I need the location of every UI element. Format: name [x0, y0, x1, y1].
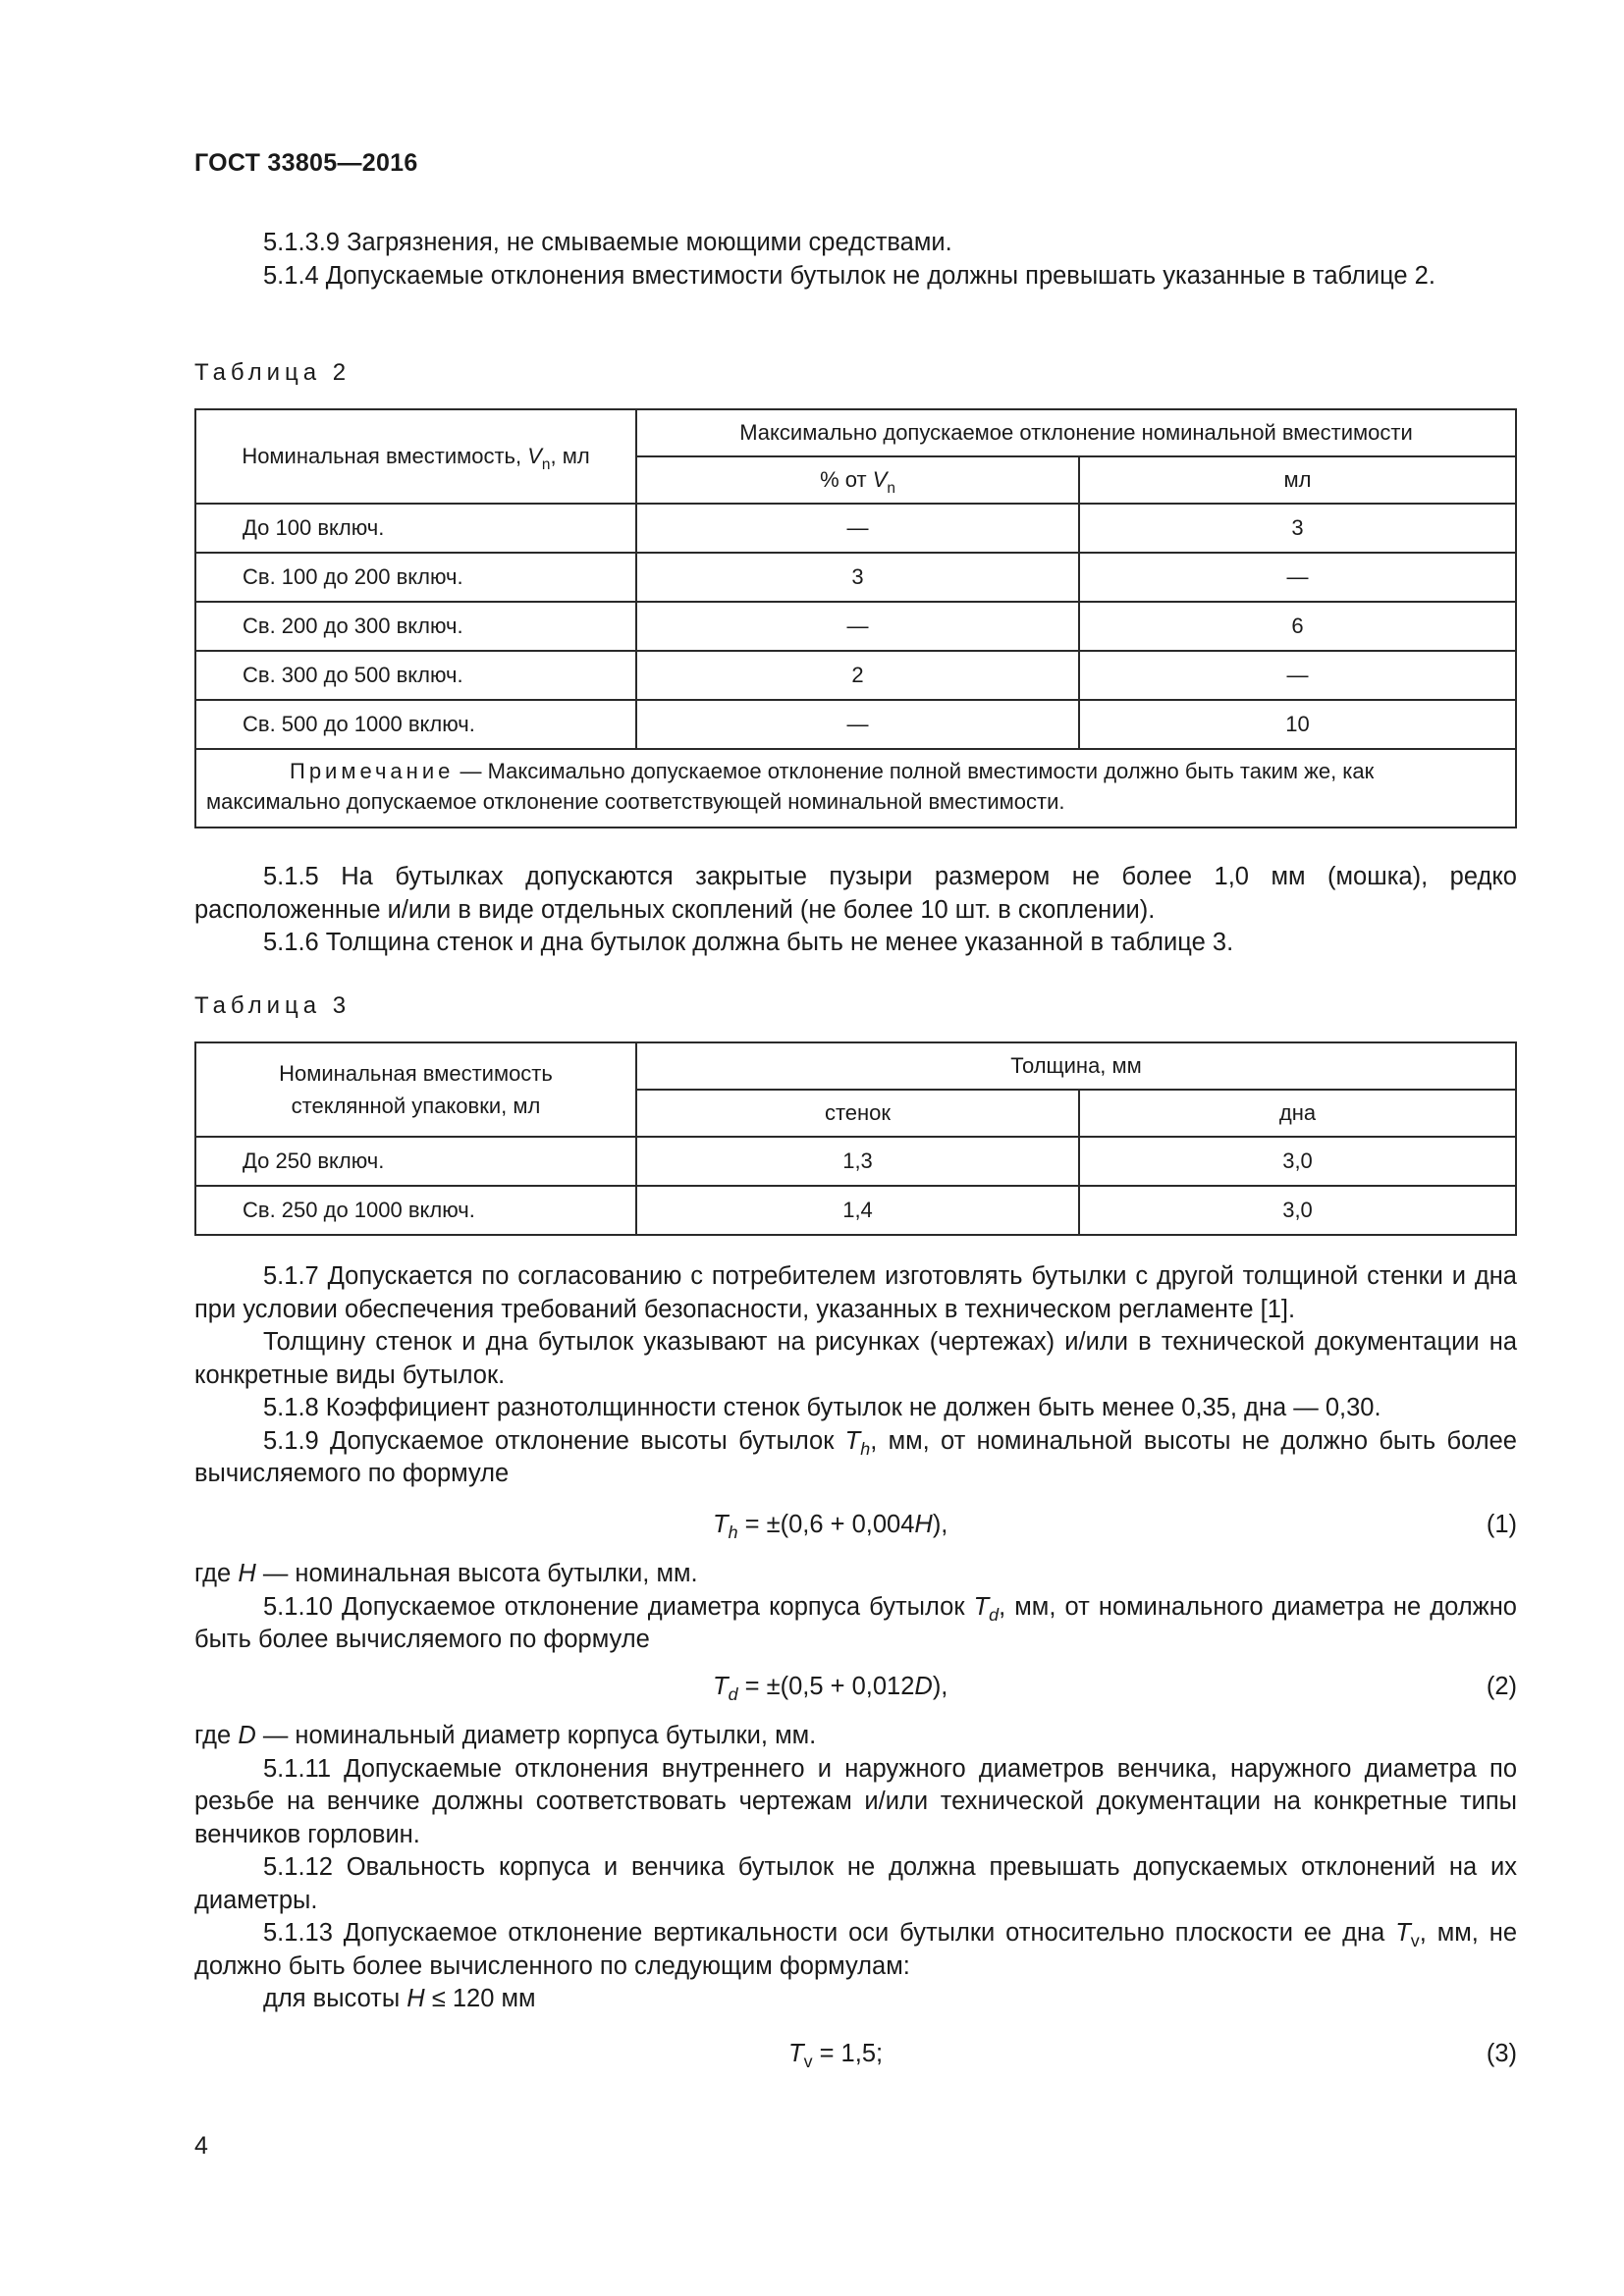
- paragraph-5-1-6: 5.1.6 Толщина стенок и дна бутылок должна быть не менее указанной в таблице 3.: [263, 929, 1234, 956]
- table2-cell-percent: —: [636, 602, 1079, 651]
- formula-2-number: (2): [1486, 1673, 1517, 1700]
- formula-3-number: (3): [1486, 2040, 1517, 2067]
- where-h: где H — номинальная высота бутылки, мм.: [194, 1560, 698, 1587]
- paragraph-5-1-3-9: 5.1.3.9 Загрязнения, не смываемые моющими средствами.: [263, 229, 952, 256]
- paragraph-5-1-5: 5.1.5 На бутылках допускаются закрытые пузыри размером не более 1,0 мм (мошка), редко расположенные и/или в виде отдельных скоплений (не более 10 шт. в скоплении).: [194, 863, 1517, 924]
- table2-note: Примечание — Максимально допускаемое отклонение полной вместимости должно быть таким же, как максимально допускаемое отклонение соответствующей номинальной вместимости.: [195, 749, 1516, 828]
- formula-1-number: (1): [1486, 1511, 1517, 1538]
- table2-cell-percent: 2: [636, 651, 1079, 700]
- where-d: где D — номинальный диаметр корпуса бутылки, мм.: [194, 1722, 817, 1749]
- table2-cell-percent: —: [636, 700, 1079, 749]
- paragraph-5-1-7-continued: Толщину стенок и дна бутылок указывают на рисунках (чертежах) и/или в технической документации на конкретные виды бутылок.: [194, 1328, 1517, 1389]
- table3-cell-wall: 1,3: [636, 1137, 1079, 1186]
- formula-3: $T_v = 1,5$; (3): [194, 2037, 1517, 2070]
- document-code-header: ГОСТ 33805—2016: [194, 149, 418, 177]
- table-row: [195, 602, 1516, 651]
- paragraph-5-1-8: 5.1.8 Коэффициент разнотолщинности стенок бутылок не должен быть менее 0,35, дна — 0,30.: [263, 1394, 1381, 1421]
- paragraph-5-1-4: 5.1.4 Допускаемые отклонения вместимости бутылок не должны превышать указанные в таблице 2.: [263, 261, 1435, 290]
- table2-cell-ml: —: [1079, 651, 1516, 700]
- table3-group-header: Толщина, мм: [636, 1042, 1516, 1090]
- table3-col1-header: Номинальная вместимость стеклянной упаковки, мл: [195, 1042, 636, 1137]
- table2-header-percent: % от $V_n$: [636, 456, 1079, 504]
- paragraph-5-1-11: 5.1.11 Допускаемые отклонения внутреннего и наружного диаметров венчика, наружного диаметра по резьбе на венчике должны соответствовать чертежам и/или технической документации на конкретные типы венчиков горловин.: [194, 1754, 1517, 1848]
- table3-cell-label: Св. 250 до 1000 включ.: [195, 1186, 636, 1235]
- table3-cell-label: До 250 включ.: [195, 1137, 636, 1186]
- paragraph-5-1-9: 5.1.9 Допускаемое отклонение высоты бутылок $T_h$, мм, от номинальной высоты не должно быть более вычисляемого по формуле: [194, 1426, 1517, 1487]
- table-row: [195, 1137, 1516, 1186]
- table2-col1-header: Номинальная вместимость, $V_n$, мл: [195, 409, 636, 504]
- table2-cell-ml: 3: [1079, 504, 1516, 553]
- table3-header-bottom: дна: [1079, 1090, 1516, 1137]
- paragraphs-before-table3: [194, 861, 1517, 960]
- document-page: [194, 0, 1517, 2296]
- table-row: [195, 504, 1516, 553]
- table2-cell-label: До 100 включ.: [195, 504, 636, 553]
- table3-cell-bottom: 3,0: [1079, 1137, 1516, 1186]
- formula-2: $T_d = \pm(0,5 + 0,012D)$, (2): [194, 1670, 1517, 1703]
- table3-cell-bottom: 3,0: [1079, 1186, 1516, 1235]
- table3-caption: Таблица 3: [194, 992, 352, 1019]
- table2-header-ml: мл: [1079, 456, 1516, 504]
- table2-cell-ml: 6: [1079, 602, 1516, 651]
- paragraphs-before-table2: [194, 227, 1517, 293]
- page-number: 4: [194, 2132, 208, 2160]
- table3-cell-wall: 1,4: [636, 1186, 1079, 1235]
- paragraphs-5-1-11-to-5-1-13: [194, 1720, 1517, 2016]
- table-row: [195, 553, 1516, 602]
- paragraphs-5-1-7-to-5-1-9: [194, 1260, 1517, 1491]
- table2-caption: Таблица 2: [194, 359, 352, 386]
- paragraph-5-1-10: 5.1.10 Допускаемое отклонение диаметра корпуса бутылок $T_d$, мм, от номинального диаметра не должно быть более вычисляемого по формуле: [194, 1592, 1517, 1653]
- table2-cell-label: Св. 500 до 1000 включ.: [195, 700, 636, 749]
- table-row: [195, 651, 1516, 700]
- table2-group-header: Максимально допускаемое отклонение номинальной вместимости: [636, 409, 1516, 456]
- table3: [194, 1041, 1517, 1236]
- table2-cell-ml: 10: [1079, 700, 1516, 749]
- paragraph-5-1-7: 5.1.7 Допускается по согласованию с потребителем изготовлять бутылки с другой толщиной стенки и дна при условии обеспечения требований безопасности, указанных в техническом регламенте [1].: [194, 1262, 1517, 1323]
- paragraph-5-1-13: 5.1.13 Допускаемое отклонение вертикальности оси бутылки относительно плоскости ее дна $T_v$, мм, не должно быть более вычисленного по следующим формулам:: [194, 1919, 1518, 1980]
- paragraph-5-1-12: 5.1.12 Овальность корпуса и венчика бутылок не должна превышать допускаемых отклонений на их диаметры.: [194, 1853, 1517, 1914]
- table2-cell-ml: —: [1079, 553, 1516, 602]
- table2: [194, 408, 1517, 828]
- table2-cell-label: Св. 100 до 200 включ.: [195, 553, 636, 602]
- table3-header-wall: стенок: [636, 1090, 1079, 1137]
- table2-cell-label: Св. 300 до 500 включ.: [195, 651, 636, 700]
- table2-cell-label: Св. 200 до 300 включ.: [195, 602, 636, 651]
- paragraphs-5-1-10: [194, 1558, 1517, 1657]
- table2-cell-percent: —: [636, 504, 1079, 553]
- table2-cell-percent: 3: [636, 553, 1079, 602]
- for-height-condition: для высоты H ≤ 120 мм: [263, 1985, 536, 2012]
- table-row: [195, 1186, 1516, 1235]
- formula-1: $T_h = \pm(0,6 + 0,004H)$, (1): [194, 1508, 1517, 1541]
- table-row: [195, 700, 1516, 749]
